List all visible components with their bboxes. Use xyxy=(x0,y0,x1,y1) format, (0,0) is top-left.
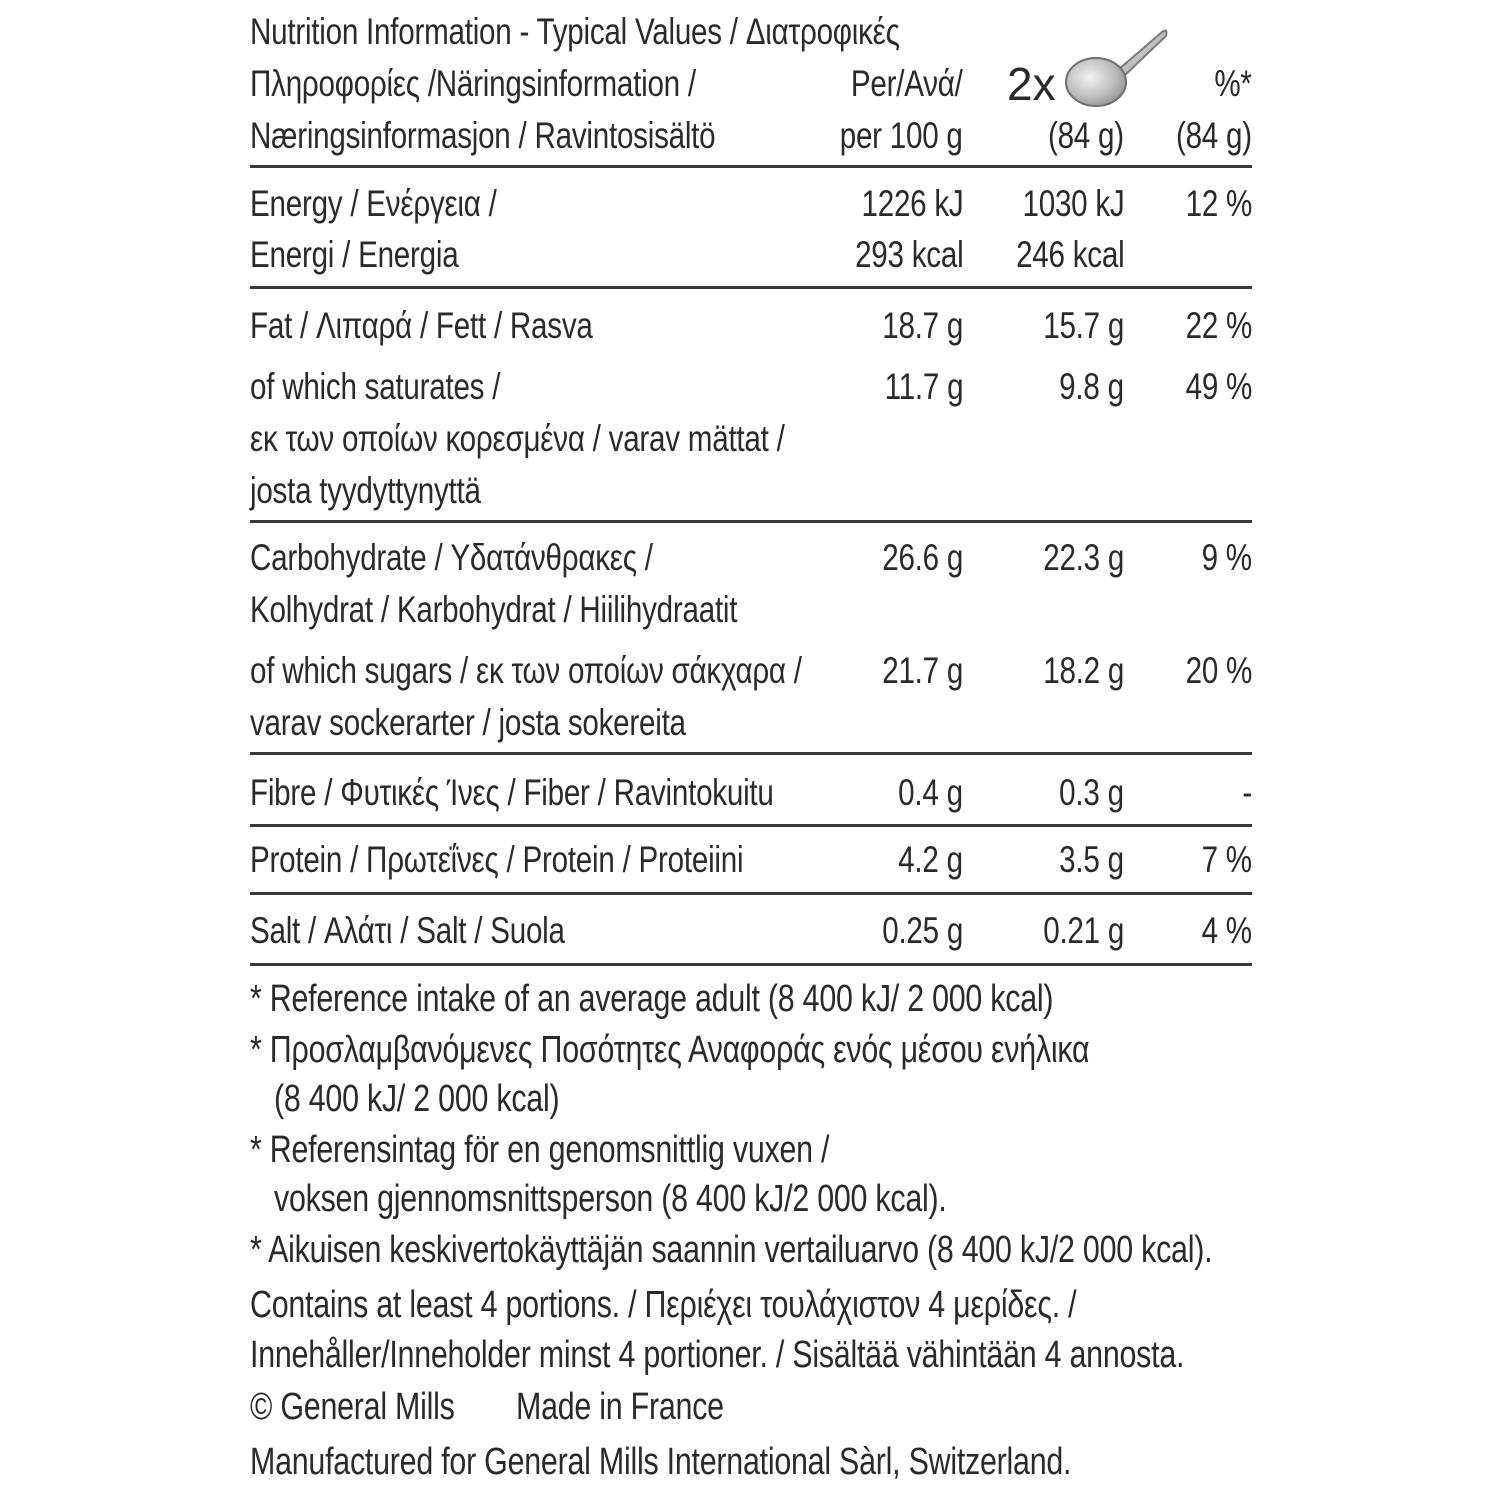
fat-per-100g: 18.7 g xyxy=(882,305,963,346)
fibre-per-100g: 0.4 g xyxy=(898,772,963,813)
header-title-line-2: Πληροφορίες /Näringsinformation / xyxy=(250,63,696,104)
salt-per-portion: 0.21 g xyxy=(1043,910,1124,951)
salt-per-100g: 0.25 g xyxy=(882,910,963,951)
carbohydrate-label-line-1: Carbohydrate / Υδατάνθρακες / xyxy=(250,537,653,578)
energy-reference-intake: 12 % xyxy=(1185,183,1252,224)
footnote-reference-intake-el-values: (8 400 kJ/ 2 000 kcal) xyxy=(274,1078,560,1120)
carbohydrate-label-line-2: Kolhydrat / Karbohydrat / Hiilihydraatit xyxy=(250,589,738,630)
saturates-per-portion: 9.8 g xyxy=(1059,366,1124,407)
divider xyxy=(250,752,1252,755)
fibre-per-portion: 0.3 g xyxy=(1059,772,1124,813)
sugars-per-portion: 18.2 g xyxy=(1043,650,1124,691)
reference-intake-heading-line-2: (84 g) xyxy=(1176,115,1252,156)
energy-per-100g-kj: 1226 kJ xyxy=(861,183,963,224)
portions-statement-line-1: Contains at least 4 portions. / Περιέχει τουλάχιστον 4 μερίδες. / xyxy=(250,1284,1077,1326)
footnote-reference-intake-fi: * Aikuisen keskivertokäyttäjän saannin vertailuarvo (8 400 kJ/2 000 kcal). xyxy=(250,1229,1213,1271)
header-title-line-1: Nutrition Information - Typical Values / Διατροφικές xyxy=(250,11,900,52)
protein-reference-intake: 7 % xyxy=(1201,839,1252,880)
energy-per-portion-kcal: 246 kcal xyxy=(1015,234,1124,275)
portion-multiplier: 2x xyxy=(1007,58,1056,110)
portions-statement-line-2: Innehåller/Inneholder minst 4 portioner. / Sisältää vähintään 4 annosta. xyxy=(250,1334,1185,1376)
energy-per-100g-kcal: 293 kcal xyxy=(854,234,963,275)
copyright-notice: © General Mills xyxy=(250,1386,455,1428)
per-100g-heading-line-2: per 100 g xyxy=(840,115,963,156)
footnote-reference-intake-el: * Προσλαμβανόμενες Ποσότητες Αναφοράς ενός μέσου ενήλικα xyxy=(250,1029,1090,1071)
divider xyxy=(250,165,1252,168)
energy-label-line-2: Energi / Energia xyxy=(250,234,459,275)
salt-label: Salt / Αλάτι / Salt / Suola xyxy=(250,910,565,951)
per-portion-heading: (84 g) xyxy=(1048,115,1124,156)
protein-per-portion: 3.5 g xyxy=(1059,839,1124,880)
manufacturer-statement: Manufactured for General Mills International Sàrl, Switzerland. xyxy=(250,1441,1072,1483)
divider xyxy=(250,963,1252,966)
footnote-reference-intake-no: voksen gjennomsnittsperson (8 400 kJ/2 000 kcal). xyxy=(274,1178,947,1220)
saturates-label-line-2: εκ των οποίων κορεσμένα / varav mättat / xyxy=(250,418,785,459)
energy-label-line-1: Energy / Ενέργεια / xyxy=(250,183,497,224)
per-100g-heading-line-1: Per/Ανά/ xyxy=(851,63,963,104)
fibre-reference-intake: - xyxy=(1242,772,1252,813)
saturates-label-line-3: josta tyydyttynyttä xyxy=(250,470,481,511)
fat-per-portion: 15.7 g xyxy=(1043,305,1124,346)
saturates-per-100g: 11.7 g xyxy=(884,366,963,407)
carbohydrate-reference-intake: 9 % xyxy=(1201,537,1252,578)
footnote-reference-intake-sv: * Referensintag för en genomsnittlig vuxen / xyxy=(250,1129,830,1171)
protein-per-100g: 4.2 g xyxy=(898,839,963,880)
divider xyxy=(250,892,1252,895)
divider xyxy=(250,286,1252,289)
sugars-per-100g: 21.7 g xyxy=(882,650,963,691)
sugars-label-line-1: of which sugars / εκ των οποίων σάκχαρα / xyxy=(250,650,802,691)
protein-label: Protein / Πρωτεΐνες / Protein / Proteiini xyxy=(250,839,744,880)
sugars-reference-intake: 20 % xyxy=(1185,650,1252,691)
sugars-label-line-2: varav sockerarter / josta sokereita xyxy=(250,702,686,743)
reference-intake-heading-line-1: %* xyxy=(1214,63,1252,104)
energy-per-portion-kj: 1030 kJ xyxy=(1022,183,1124,224)
fat-label: Fat / Λιπαρά / Fett / Rasva xyxy=(250,305,593,346)
divider xyxy=(250,520,1252,523)
carbohydrate-per-portion: 22.3 g xyxy=(1043,537,1124,578)
divider xyxy=(250,824,1252,827)
footnote-reference-intake-en: * Reference intake of an average adult (8 400 kJ/ 2 000 kcal) xyxy=(250,978,1054,1020)
salt-reference-intake: 4 % xyxy=(1201,910,1252,951)
carbohydrate-per-100g: 26.6 g xyxy=(882,537,963,578)
fibre-label: Fibre / Φυτικές Ίνες / Fiber / Ravintokuitu xyxy=(250,772,774,813)
country-of-origin: Made in France xyxy=(516,1386,724,1428)
saturates-label-line-1: of which saturates / xyxy=(250,366,501,407)
spoon-icon xyxy=(1058,20,1170,112)
fat-reference-intake: 22 % xyxy=(1185,305,1252,346)
saturates-reference-intake: 49 % xyxy=(1185,366,1252,407)
header-title-line-3: Næringsinformasjon / Ravintosisältö xyxy=(250,115,716,156)
